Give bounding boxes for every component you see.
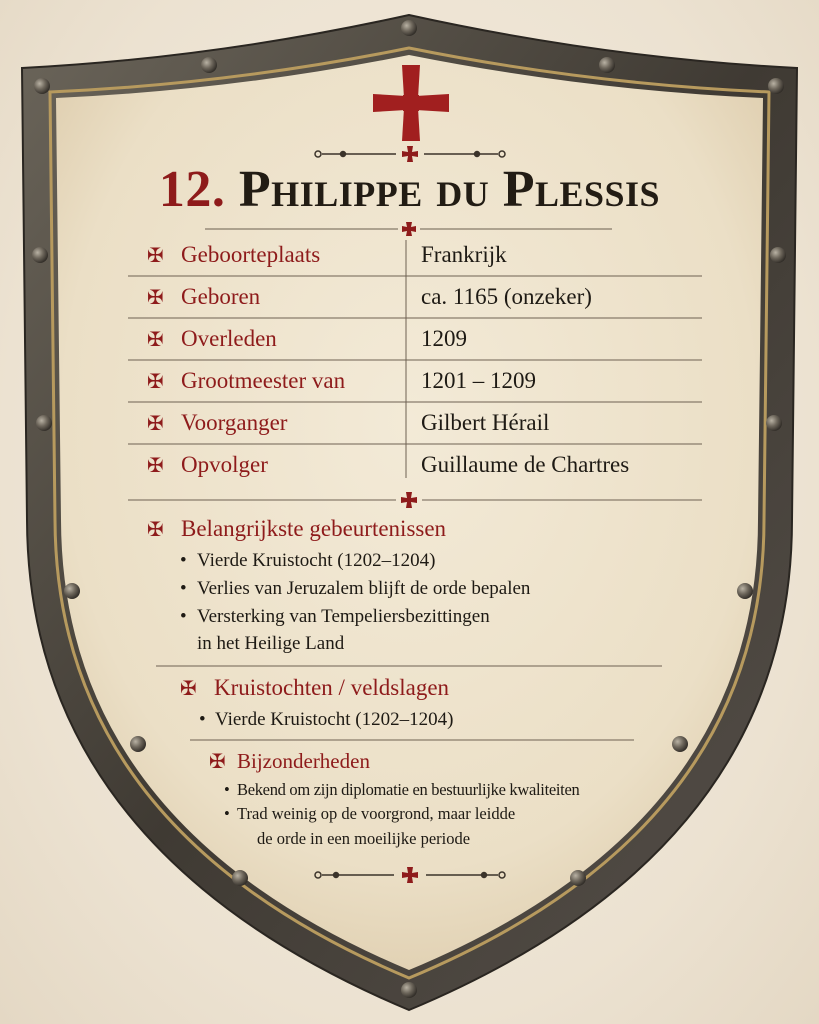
page-title — [0, 155, 819, 225]
rivet-icon — [672, 736, 688, 752]
rivet-icon — [770, 247, 786, 263]
cross-pattee-icon: ✠ — [147, 411, 164, 435]
cross-pattee-icon: ✠ — [180, 676, 197, 700]
bullet-icon: • — [224, 780, 230, 799]
list-item: Vierde Kruistocht (1202–1204) — [197, 550, 436, 571]
rivet-icon — [768, 78, 784, 94]
rivet-icon — [599, 57, 615, 73]
bullet-icon: • — [224, 804, 230, 823]
row-label: Geboorteplaats — [181, 242, 321, 267]
row-value: Frankrijk — [421, 242, 507, 267]
cross-pattee-icon: ✠ — [147, 285, 164, 309]
row-label: Voorganger — [181, 410, 288, 435]
cross-pattee-icon: ✠ — [147, 453, 164, 477]
rivet-icon — [570, 870, 586, 886]
section-heading: Kruistochten / veldslagen — [214, 675, 450, 700]
rivet-icon — [401, 20, 417, 36]
row-label: Geboren — [181, 284, 261, 309]
list-item: Vierde Kruistocht (1202–1204) — [215, 709, 454, 730]
bullet-icon: • — [180, 578, 187, 599]
bullet-icon: • — [199, 709, 206, 730]
list-item-continuation: in het Heilige Land — [197, 633, 345, 654]
rivet-icon — [64, 583, 80, 599]
cross-pattee-icon: ✠ — [147, 517, 164, 541]
rivet-icon — [766, 415, 782, 431]
row-label: Grootmeester van — [181, 368, 346, 393]
cross-pattee-icon: ✠ — [209, 749, 226, 773]
cross-pattee-icon: ✠ — [147, 327, 164, 351]
cross-pattee-icon: ✠ — [147, 369, 164, 393]
row-value: Gilbert Hérail — [421, 410, 550, 435]
rivet-icon — [34, 78, 50, 94]
section-heading: Bijzonderheden — [237, 749, 370, 773]
list-item: Verlies van Jeruzalem blijft de orde bepalen — [197, 578, 531, 599]
bullet-icon: • — [180, 550, 187, 571]
rivet-icon — [36, 415, 52, 431]
list-item-continuation: de orde in een moeilijke periode — [257, 829, 471, 848]
title-number: 12. — [158, 161, 226, 218]
title-name: Philippe du Plessis — [238, 161, 661, 218]
rivet-icon — [737, 583, 753, 599]
row-value: ca. 1165 (onzeker) — [421, 284, 592, 309]
rivet-icon — [130, 736, 146, 752]
cross-pattee-icon: ✠ — [147, 243, 164, 267]
row-value: 1201 – 1209 — [421, 368, 536, 393]
section-heading: Belangrijkste gebeurtenissen — [181, 516, 447, 541]
row-label: Overleden — [181, 326, 277, 351]
row-label: Opvolger — [181, 452, 268, 477]
list-item: Bekend om zijn diplomatie en bestuurlijke kwaliteiten — [237, 780, 580, 799]
rivet-icon — [201, 57, 217, 73]
list-item: Versterking van Tempeliersbezittingen — [197, 606, 490, 627]
rivet-icon — [401, 982, 417, 998]
rivet-icon — [232, 870, 248, 886]
list-item: Trad weinig op de voorgrond, maar leidde — [237, 804, 516, 823]
rivet-icon — [32, 247, 48, 263]
row-value: 1209 — [421, 326, 467, 351]
bullet-icon: • — [180, 606, 187, 627]
row-value: Guillaume de Chartres — [421, 452, 630, 477]
